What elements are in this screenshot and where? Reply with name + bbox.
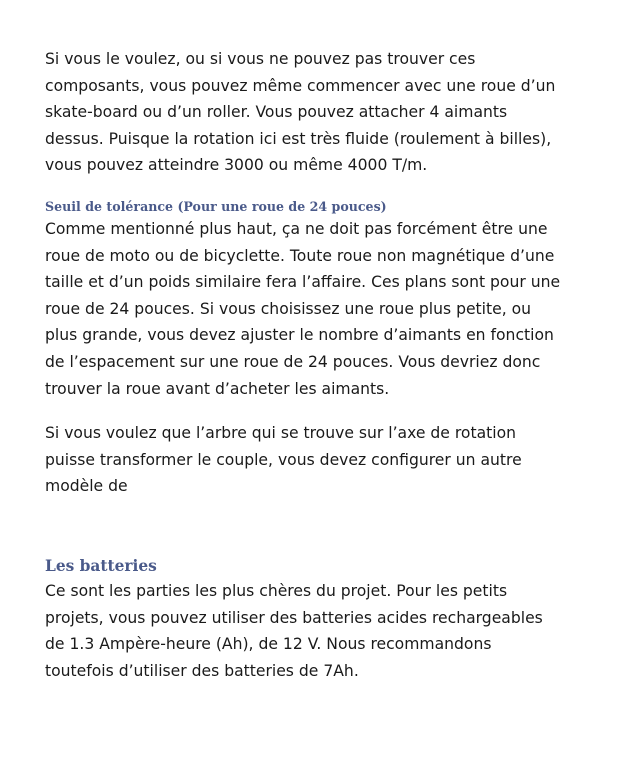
text-line: roue de 24 pouces. Si vous choisissez une roue plus petite, ou <box>45 299 532 318</box>
text-line: de l’espacement sur une roue de 24 pouces. Vous devriez donc <box>45 352 541 371</box>
text-line: Ce sont les parties les plus chères du projet. Pour les petits <box>45 582 508 600</box>
text-line: projets, vous pouvez utiliser des batteries acides rechargeables <box>45 608 543 627</box>
paragraph-batteries <box>45 578 585 684</box>
text-line: roue de moto ou de bicyclette. Toute roue non magnétique d’une <box>45 246 555 265</box>
section-heading-batteries: Les batteries <box>45 557 157 575</box>
text-line: plus grande, vous devez ajuster le nombre d’aimants en fonction <box>45 326 554 345</box>
paragraph-intro <box>45 46 585 179</box>
text-line: Si vous voulez que l’arbre qui se trouve sur l’axe de rotation <box>45 424 516 442</box>
text-line: toutefois d’utiliser des batteries de 7Ah. <box>45 661 359 680</box>
text-line: skate-board ou d’un roller. Vous pouvez attacher 4 aimants <box>45 103 508 122</box>
paragraph-wheel <box>45 216 585 402</box>
text-line: composants, vous pouvez même commencer avec une roue d’un <box>45 76 556 95</box>
section-heading-tolerance: Seuil de tolérance (Pour une roue de 24 pouces) <box>45 199 387 214</box>
text-line: puisse transformer le couple, vous devez configurer un autre <box>45 450 522 469</box>
text-line: modèle de <box>45 477 128 496</box>
text-line: trouver la roue avant d’acheter les aimants. <box>45 379 390 398</box>
text-line: Comme mentionné plus haut, ça ne doit pas forcément être une <box>45 220 548 238</box>
text-line: Si vous le voulez, ou si vous ne pouvez pas trouver ces <box>45 50 476 68</box>
text-line: de 1.3 Ampère-heure (Ah), de 12 V. Nous recommandons <box>45 635 492 654</box>
text-line: dessus. Puisque la rotation ici est très fluide (roulement à billes), <box>45 129 552 148</box>
paragraph-shaft <box>45 420 585 500</box>
text-line: taille et d’un poids similaire fera l’affaire. Ces plans sont pour une <box>45 273 561 292</box>
text-line: vous pouvez atteindre 3000 ou même 4000 T/m. <box>45 156 428 175</box>
